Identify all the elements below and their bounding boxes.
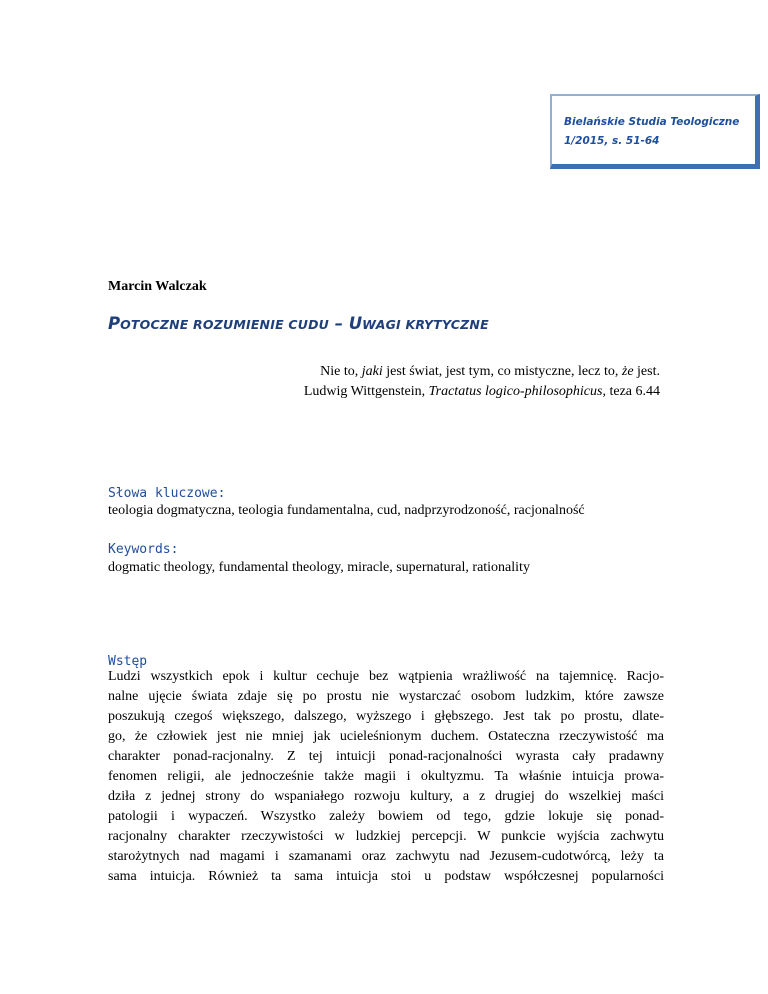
body-line: sama intuicja. Również ta sama intuicja stoi u podstaw współczesnej popularności — [108, 869, 664, 884]
body-line: patologii i wypaczeń. Wszystko zależy bowiem od tego, gdzie lokuje się ponad- — [108, 809, 664, 824]
section-body — [108, 667, 664, 887]
journal-name: Bielańskie Studia Teologiczne — [564, 116, 740, 128]
epigraph — [304, 362, 660, 402]
body-line: Ludzi wszystkich epok i kultur cechuje bez wątpienia wrażliwość na tajemnicę. Racjo- — [108, 669, 664, 684]
body-line: fenomen religii, ale jednocześnie także magii i okultyzmu. Ta właśnie intuicja prowa- — [108, 769, 664, 784]
keywords-pl-heading: Słowa kluczowe: — [108, 486, 226, 501]
epigraph-source: Ludwig Wittgenstein, Tractatus logico-philosophicus, teza 6.44 — [303, 384, 660, 399]
body-line: starożytnych nad magami i szamanami oraz zachwytu nad Jezusem-cudotwórcą, leży ta — [108, 849, 664, 864]
body-line: nalne ujęcie świata zdaje się po prostu nie wystarczać osobom ludzkim, które zawsze — [108, 689, 664, 704]
article-title: POTOCZNE ROZUMIENIE CUDU – UWAGI KRYTYCZNE — [108, 314, 489, 333]
body-line: go, że człowiek jest nie mniej jak ucieleśnionym duchem. Ostateczna rzeczywistość ma — [108, 729, 664, 744]
keywords-en-heading: Keywords: — [108, 542, 179, 557]
body-line: dziła z jednej strony do wspaniałego rozwoju kultury, a z drugiej do wszelkiej maści — [108, 789, 664, 804]
journal-issue: 1/2015, s. 51-64 — [564, 135, 660, 147]
body-line: poszukują czegoś większego, dalszego, wyższego i głębszego. Jest tak po prostu, dlate- — [108, 709, 664, 724]
keywords-en-text: dogmatic theology, fundamental theology, miracle, supernatural, rationality — [108, 560, 530, 575]
section-heading: Wstęp — [108, 654, 148, 669]
body-line: racjonalny charakter rzeczywistości w ludzkiej percepcji. W punkcie wyjścia zachwytu — [108, 829, 664, 844]
journal-info — [564, 113, 739, 151]
author-name: Marcin Walczak — [108, 279, 207, 294]
keywords-pl-text: teologia dogmatyczna, teologia fundamentalna, cud, nadprzyrodzoność, racjonalność — [108, 503, 585, 518]
epigraph-quote: Nie to, jaki jest świat, jest tym, co mistyczne, lecz to, że jest. — [320, 364, 660, 379]
body-line: charakter ponad-racjonalny. Z tej intuicji ponad-racjonalności wyrasta cały pradawny — [108, 749, 664, 764]
